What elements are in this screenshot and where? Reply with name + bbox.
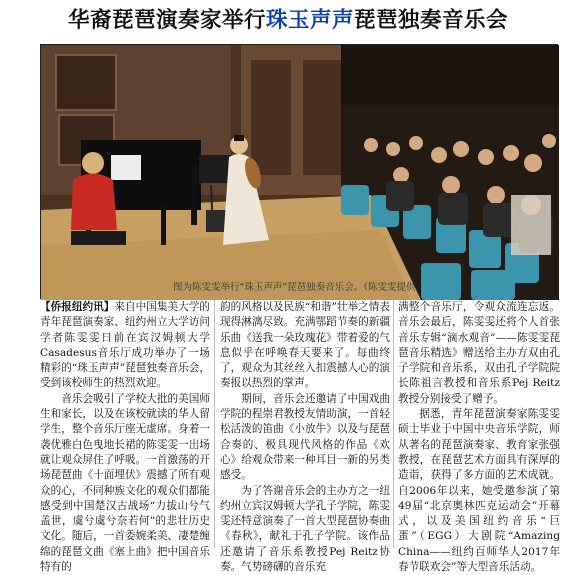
concert-photo [40,44,558,299]
headline-part2: 琵琶独奏音乐会 [354,8,509,33]
pianist-figure [71,174,117,231]
article-column-1 [40,300,211,574]
headline-highlight: 珠玉声声 [265,8,354,33]
column-divider [214,300,215,548]
article-text: 来自中国集美大学的青年琵琶演奏家、纽约州立大学访问学者陈雯雯日前在宾汉姆顿大学Casadesus音乐厅成功举办了一场精彩的“珠玉声声”琵琶独奏音乐会，受到该校师生的热烈欢迎。 [40,301,211,390]
concert-photo-illustration [41,45,559,300]
article-paragraph [398,300,560,407]
article-dateline: 【侨报纽约讯】 [40,301,115,313]
photo-caption: 图为陈雯雯举行“珠玉声声”琵琶独奏音乐会。（陈雯雯提供） [172,282,426,293]
article-text: 满整个音乐厅，令观众流连忘返。音乐会最后，陈雯雯还将个人首张音乐专辑“滴水观音”——陈雯雯琵琶音乐精选》赠送给主办方双由孔子学院和音乐系，双由孔子学院院长陈祖言教授和音乐系Pej Reitz教授分别接受了赠予。 [398,301,560,405]
article-text: 据悉，青年琵琶演奏家陈雯雯硕士毕业于中国中央音乐学院，师从著名的琵琶演奏家、教育家张强教授，在琵琶艺术方面具有深厚的造诣，获得了多方面的艺术成就。自2006年以来，她受邀参演了第49届“北京奥林匹克运动会”开幕式，以及美国纽约音乐“巨蛋”（EGG）大剧院“Amazing China——纽约百师华人2017年春节联欢会”等大型音乐活动。 [398,408,560,574]
headline [0,4,576,38]
article-text: 韵的风格以及民族“和谐”壮举之情表现得淋漓尽致。充满鄂蹈节奏的新疆乐曲《送我一朵玫瑰花》带着爱的气息似乎在呼唤春天要来了。每曲终了，观众为其丝丝入扣震撼人心的演奏报以热烈的掌声。 [220,301,390,390]
article-paragraph [220,300,390,392]
headline-part1: 华裔琵琶演奏家举行 [67,8,266,33]
article-column-2 [220,300,390,574]
article-paragraph [40,392,210,575]
article-paragraph [398,407,560,575]
column-divider [393,300,394,548]
article-paragraph [220,392,390,484]
article-paragraph [220,484,390,575]
article-paragraph [40,300,210,392]
article-text: 为了答谢音乐会的主办方之一纽约州立宾汉姆顿大学孔子学院，陈雯雯还特意演奏了一首大型琵琶协奏曲《春秋》，献礼于孔子学院。该作品还邀请了音乐系教授Pej Reitz协奏。气势磅礴的音乐充 [220,484,390,574]
article-text: 期间，音乐会还邀请了中国戏曲学院的程崇君教授友情助演，一首轻松活泼的笛曲《小放牛》以及与琵琶合奏的、极具现代风格的作品《欢心》给观众带来一种耳目一新的另类感受。 [220,392,390,482]
article-text: 音乐会吸引了学校大批的美国师生和家长，以及在该校就读的华人留学生，整个音乐厅座无虚席。身着一袭优雅白色曳地长裙的陈雯雯一出场就让观众屏住了呼吸。一首激荡的开场琵琶曲《十面埋伏》震撼了所有观众的心，不同种族文化的观众们都能感受到中国楚汉古战场“力拔山兮气盖世，虞兮虞兮奈若何”的悲壮历史文化。随后，一首委婉柔美、凄楚缠绵的琵琶文曲《塞上曲》把中国音乐特有的 [40,392,210,574]
article-column-3 [398,300,560,574]
